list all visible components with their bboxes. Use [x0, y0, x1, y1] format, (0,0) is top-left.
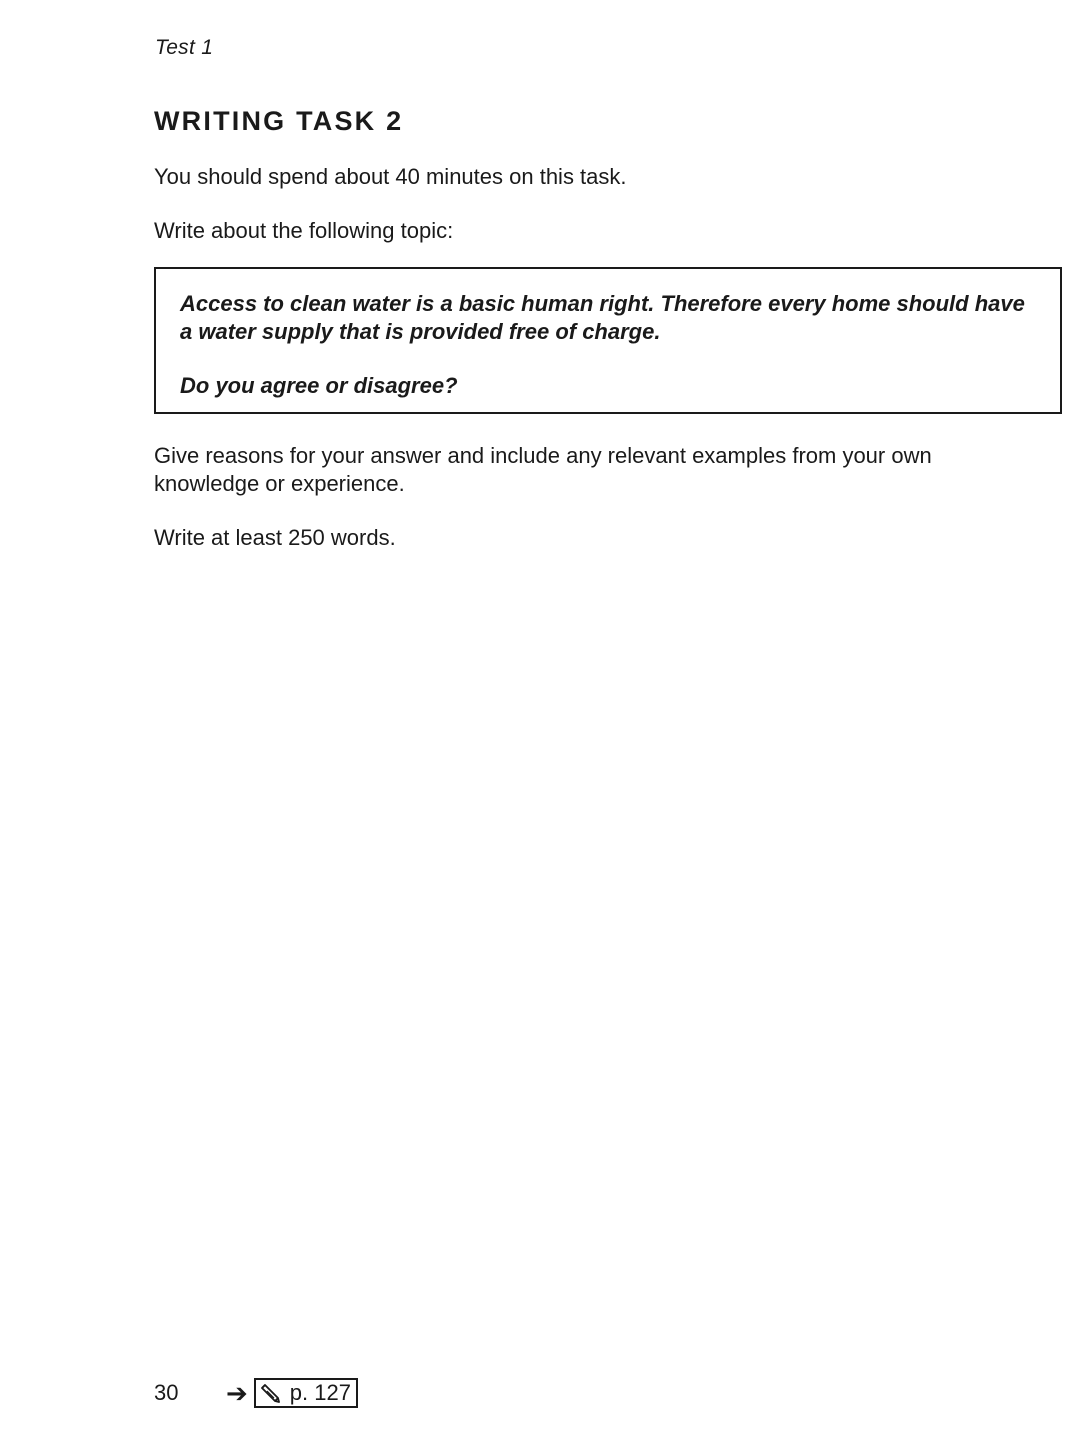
pencil-icon [260, 1382, 282, 1404]
prompt-question: Do you agree or disagree? [180, 373, 458, 398]
essay-prompt-box [154, 267, 1062, 414]
task-title: WRITING TASK 2 [154, 106, 404, 136]
answer-reference-box [254, 1378, 358, 1408]
arrow-right-icon: ➔ [226, 1378, 248, 1408]
topic-intro: Write about the following topic: [154, 218, 454, 243]
reasons-instruction: Give reasons for your answer and include any relevant examples from your own knowledge or experience. [154, 443, 932, 496]
answer-page-reference: p. 127 [289, 1380, 351, 1405]
prompt-statement: Access to clean water is a basic human right. Therefore every home should have a water supply that is provided free of charge. [180, 291, 1025, 344]
page-footer [154, 1376, 358, 1410]
running-head: Test 1 [155, 36, 214, 59]
time-instruction: You should spend about 40 minutes on this task. [154, 164, 627, 189]
page-number: 30 [154, 1380, 179, 1405]
word-count-instruction: Write at least 250 words. [154, 525, 396, 550]
